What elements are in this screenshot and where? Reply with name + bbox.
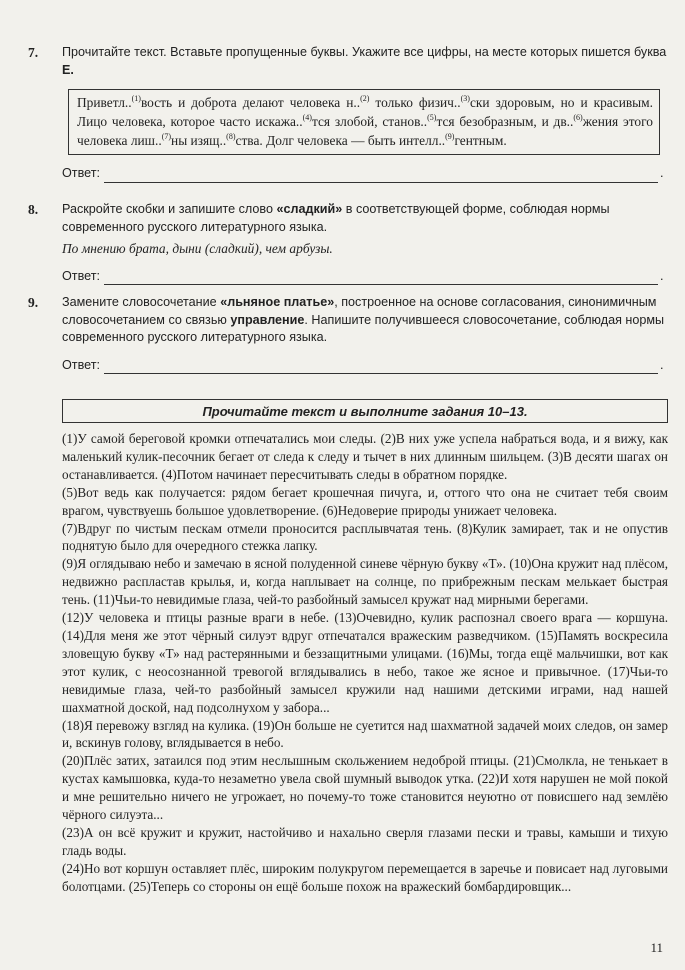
task-number: 8.: [28, 202, 39, 217]
box-text-segment: Приветл..: [77, 95, 132, 110]
reading-paragraph: (7)Вдруг по чистым пескам отмели проносится расплывчатая тень. (8)Кулик замирает, так и не опустив поднятую было для очередного стежка лапку.: [62, 520, 668, 554]
task-number: 9.: [28, 295, 39, 310]
answer-line[interactable]: [104, 361, 658, 374]
gap-number: (1): [131, 94, 141, 103]
task-question: Раскройте скобки и запишите слово «сладкий» в соответствующей форме, соблюдая нормы современного русского литературного языка.: [62, 202, 610, 234]
box-text-segment: ства. Долг человека — быть интелл..: [235, 133, 446, 148]
reading-paragraph: (24)Но вот коршун оставляет плёс, широким полукругом перемещается в заречье и повисает над луговыми болотцами. (25)Теперь со стороны он ещё больше похож на вражеский бомбардировщик...: [62, 860, 668, 894]
task-text-box: [68, 89, 660, 155]
gap-number: (6): [573, 113, 583, 122]
answer-line[interactable]: [104, 272, 658, 285]
task-8: [28, 201, 668, 285]
reading-paragraph: (18)Я перевожу взгляд на кулика. (19)Он больше не суетится над шахматной задачей моих следов, он замер и, вскинув голову, вглядывается в небо.: [62, 717, 668, 751]
box-text-segment: тся безобразным, и дв..: [436, 114, 574, 129]
task-9: [28, 294, 668, 374]
answer-row: [62, 357, 668, 375]
task-question: Замените словосочетание «льняное платье», построенное на основе согласования, синонимичным словосочетанием со связью управление. Напишите получившееся словосочетание, соблюдая нормы современного русского литературного языка.: [62, 295, 665, 344]
answer-row: [62, 268, 668, 286]
answer-row: [62, 165, 668, 183]
reading-paragraph: (9)Я оглядываю небо и замечаю в ясной полуденной синеве чёрную букву «Т». (10)Она кружит над плёсом, недвижно распластав крылья, и, когда наплывает на солнце, по прибрежным пескам мелькает быстрая тень. (11)Чьи-то невидимые глаза, чей-то разбойный замысел кружат над мирными берегами.: [62, 556, 668, 608]
reading-paragraph: (12)У человека и птицы разные враги в небе. (13)Очевидно, кулик распознал своего врага — коршуна. (14)Для меня же этот чёрный силуэт вдруг отпечатался вражеским разведчиком. (15)Память воскресила зловещую букву «Т» над растерянными и беззащитными улицами. (16)Мы, тогда ещё мальчишки, вот как этот кулик, с неосознанной тревогой вглядывались в небо, такое же ясное и привычное. (17)Чьи-то невидимые глаза, чей-то разбойный замысел кружили над нашими детскими играми, над нашей шахматной доской, над подсолнухом у забора...: [62, 610, 668, 715]
answer-line[interactable]: [104, 170, 658, 183]
box-text-segment: ски здоровым, но и красивым. Лицо человека, которое часто искажа..: [77, 95, 653, 129]
reading-paragraph: (5)Вот ведь как получается: рядом бегает крошечная пичуга, и, оттого что она не считает тебя своим врагом, чувствуешь большое удовлетворение. (6)Недоверие природы унижает человека.: [62, 484, 668, 518]
box-text-segment: тся злобой, станов..: [311, 114, 428, 129]
reading-paragraph: (1)У самой береговой кромки отпечатались мои следы. (2)В них уже успела набраться вода, и я вижу, как маленький кулик-песочник бегает от следа к следу и тычет в них длинным шильцем. (3)В десяти шагах он останавливается. (4)Потом начинает пересчитывать следы в обратном порядке.: [62, 431, 668, 482]
task-question: Прочитайте текст. Вставьте пропущенные буквы. Укажите все цифры, на месте которых пишется буква Е.: [62, 45, 667, 77]
task-7: [28, 44, 668, 183]
box-text-segment: жения этого человека лиш..: [77, 114, 653, 148]
box-text-segment: ны изящ..: [171, 133, 227, 148]
reading-paragraph: (20)Плёс затих, затаился под этим неслышным скольжением недоброй птицы. (21)Смолкла, не тенькает в кустах камышовка, куда-то незаметно увела свой шумный выводок утка. (22)И хотя нарушен не мой покой и мне решительно ничего не угрожает, но почему-то тоже становится неуютно от повисшего над землёю чёрного силуэта...: [62, 753, 668, 823]
page-number: 11: [650, 940, 663, 955]
gap-number: (9): [445, 132, 455, 141]
gap-number: (3): [460, 94, 470, 103]
gap-number: (2): [360, 94, 370, 103]
answer-end: .: [660, 166, 664, 180]
box-text-segment: гентным.: [454, 133, 507, 148]
reading-paragraph: (23)А он всё кружит и кружит, настойчиво и нахально сверля глазами пески и травы, камыши и тихую гладь воды.: [62, 824, 668, 858]
answer-end: .: [660, 268, 664, 283]
task-example: По мнению брата, дыни (сладкий), чем арбузы.: [62, 241, 333, 256]
gap-number: (8): [226, 132, 236, 141]
box-text-segment: вость и доброта делают человека н..: [140, 95, 361, 110]
reading-text: [62, 430, 668, 896]
answer-label: Ответ:: [62, 166, 100, 180]
box-text-segment: только физич..: [369, 95, 461, 110]
gap-number: (5): [427, 113, 437, 122]
gap-number: (4): [302, 113, 312, 122]
task-number: 7.: [28, 45, 39, 60]
reading-header: Прочитайте текст и выполните задания 10–13.: [62, 399, 668, 423]
answer-label: Ответ:: [62, 357, 100, 372]
answer-end: .: [660, 357, 664, 372]
answer-label: Ответ:: [62, 268, 100, 283]
gap-number: (7): [161, 132, 172, 141]
